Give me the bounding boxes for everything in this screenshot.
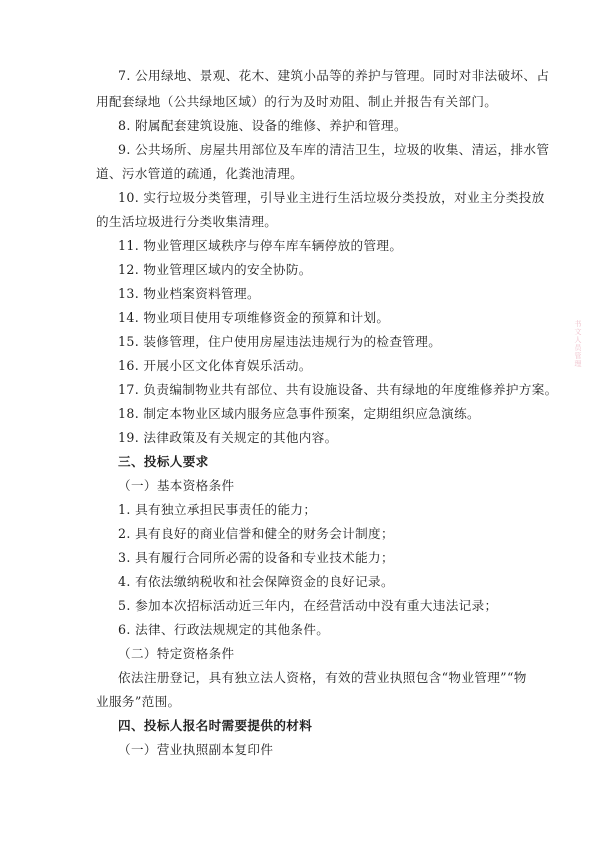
text-line: 业服务”范围。 (96, 694, 181, 709)
subsection-heading: （二）特定资格条件 (118, 646, 235, 661)
text-line: 3. 具有履行合同所必需的设备和专业技术能力； (118, 550, 394, 565)
text-line: 16. 开展小区文化体育娱乐活动。 (118, 358, 312, 373)
text-line: 7. 公用绿地、景观、花木、建筑小品等的养护与管理。同时对非法破坏、占 (118, 68, 550, 83)
text-line: 9. 公共场所、房屋共用部位及车库的清洁卫生，垃圾的收集、清运，排水管 (118, 142, 550, 157)
text-line: 18. 制定本物业区域内服务应急事件预案，定期组织应急演练。 (118, 406, 480, 421)
text-line: 14. 物业项目使用专项维修资金的预算和计划。 (118, 310, 390, 325)
text-line: 11. 物业管理区域秩序与停车库车辆停放的管理。 (118, 238, 403, 253)
text-line: 17. 负责编制物业共有部位、共有设施设备、共有绿地的年度维修养护方案。 (118, 382, 558, 397)
section-heading: 四、投标人报名时需要提供的材料 (118, 718, 313, 733)
text-line: 15. 装修管理，住户使用房屋违法违规行为的检查管理。 (118, 334, 442, 349)
text-line: 4. 有依法缴纳税收和社会保障资金的良好记录。 (118, 574, 394, 589)
text-line: 8. 附属配套建筑设施、设备的维修、养护和管理。 (118, 118, 407, 133)
margin-stamp: 书文人员管理 (574, 320, 582, 368)
text-line: 5. 参加本次招标活动近三年内，在经营活动中没有重大违法记录； (118, 598, 498, 613)
text-line: 1. 具有独立承担民事责任的能力； (118, 502, 317, 517)
text-line: 13. 物业档案资料管理。 (118, 286, 260, 301)
text-line: 用配套绿地（公共绿地区域）的行为及时劝阻、制止并报告有关部门。 (96, 94, 498, 109)
text-line: 12. 物业管理区域内的安全协防。 (118, 262, 312, 277)
text-line: 道、污水管道的疏通，化粪池清理。 (96, 166, 304, 181)
text-line: 6. 法律、行政法规规定的其他条件。 (118, 622, 330, 637)
text-line: 10. 实行垃圾分类管理，引导业主进行生活垃圾分类投放，对业主分类投放 (118, 190, 545, 205)
subsection-heading: （一）营业执照副本复印件 (118, 742, 274, 757)
subsection-heading: （一）基本资格条件 (118, 478, 235, 493)
text-line: 的生活垃圾进行分类收集清理。 (96, 214, 278, 229)
section-heading: 三、投标人要求 (118, 454, 209, 469)
text-line: 2. 具有良好的商业信誉和健全的财务会计制度； (118, 526, 394, 541)
text-line: 依法注册登记，具有独立法人资格，有效的营业执照包含“物业管理”“物 (118, 670, 527, 685)
text-line: 19. 法律政策及有关规定的其他内容。 (118, 430, 338, 445)
